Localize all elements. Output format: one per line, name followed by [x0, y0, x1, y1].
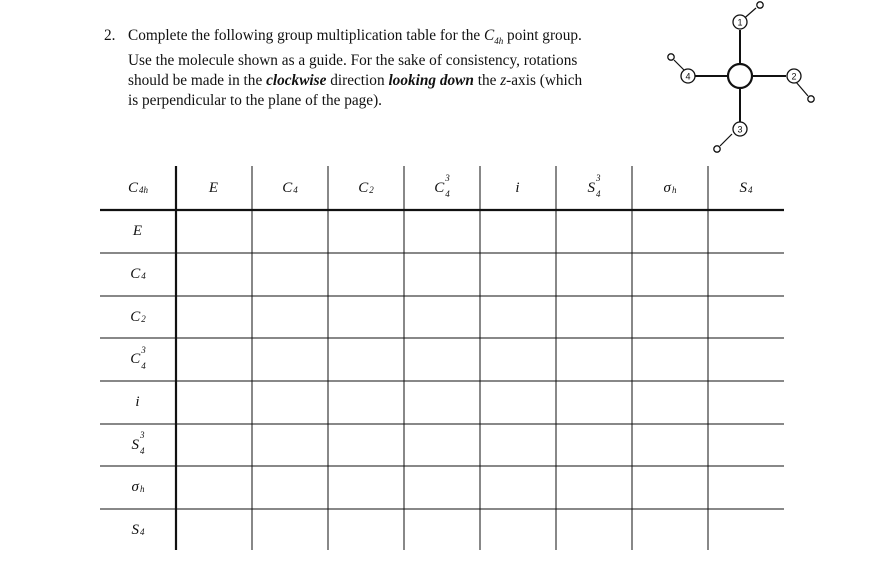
table-answer-cell[interactable] [480, 296, 556, 338]
row-header: E [132, 223, 143, 239]
table-answer-cell[interactable] [252, 424, 328, 466]
table-answer-cell[interactable] [708, 509, 784, 551]
table-answer-cell[interactable] [708, 424, 784, 466]
table-answer-cell[interactable] [708, 338, 784, 381]
table-answer-cell[interactable] [556, 509, 632, 551]
table-answer-cell[interactable] [404, 253, 480, 296]
table-answer-cell[interactable] [632, 338, 708, 381]
row-header: C 3 4 [130, 344, 146, 371]
table-answer-cell[interactable] [252, 338, 328, 381]
table-answer-cell[interactable] [632, 253, 708, 296]
table-answer-cell[interactable] [556, 210, 632, 253]
table-answer-cell[interactable] [404, 296, 480, 338]
ligand-label-1: 1 [737, 17, 743, 28]
table-answer-cell[interactable] [252, 210, 328, 253]
ligand-label-3: 3 [737, 124, 743, 135]
table-answer-cell[interactable] [252, 509, 328, 551]
table-answer-cell[interactable] [252, 466, 328, 509]
table-answer-cell[interactable] [176, 381, 252, 424]
table-answer-cell[interactable] [480, 381, 556, 424]
table-answer-cell[interactable] [328, 509, 404, 551]
table-answer-cell[interactable] [176, 296, 252, 338]
table-answer-cell[interactable] [328, 466, 404, 509]
row-header: C 4 [130, 266, 146, 282]
table-answer-cell[interactable] [328, 253, 404, 296]
table-answer-cell[interactable] [176, 466, 252, 509]
table-answer-cell[interactable] [404, 338, 480, 381]
question-line-1: Complete the following group multiplication table for the $C_{4h}$ point group. [128, 27, 582, 47]
table-answer-cell[interactable] [328, 338, 404, 381]
table-answer-cell[interactable] [176, 210, 252, 253]
table-answer-cell[interactable] [328, 210, 404, 253]
row-header: S 3 4 [131, 430, 145, 456]
table-answer-cell[interactable] [632, 210, 708, 253]
row-header: σ h [131, 479, 145, 495]
table-answer-cell[interactable] [708, 210, 784, 253]
table-answer-cell[interactable] [708, 296, 784, 338]
column-header: S 3 4 [587, 173, 601, 199]
table-answer-cell[interactable] [708, 253, 784, 296]
table-corner-label: C 4h [127, 179, 148, 196]
emphasis-clockwise: clockwise [266, 72, 327, 90]
table-answer-cell[interactable] [252, 253, 328, 296]
table-answer-cell[interactable] [632, 296, 708, 338]
emphasis-looking-down: looking down [388, 72, 474, 90]
table-answer-cell[interactable] [176, 424, 252, 466]
ligand-label-4: 4 [685, 71, 691, 82]
table-answer-cell[interactable] [556, 296, 632, 338]
table-answer-cell[interactable] [480, 466, 556, 509]
table-answer-cell[interactable] [632, 509, 708, 551]
column-header: C 4 [282, 179, 298, 196]
table-answer-cell[interactable] [480, 424, 556, 466]
table-answer-cell[interactable] [328, 296, 404, 338]
table-answer-cell[interactable] [556, 424, 632, 466]
column-header: E [208, 179, 219, 196]
table-answer-cell[interactable] [404, 424, 480, 466]
table-answer-cell[interactable] [176, 338, 252, 381]
column-header: C 2 [358, 179, 374, 196]
table-answer-cell[interactable] [480, 253, 556, 296]
table-answer-cell[interactable] [480, 509, 556, 551]
table-answer-cell[interactable] [252, 381, 328, 424]
table-answer-cell[interactable] [328, 381, 404, 424]
table-answer-cell[interactable] [708, 466, 784, 509]
row-header: C 2 [130, 308, 146, 325]
table-answer-cell[interactable] [708, 381, 784, 424]
table-answer-cell[interactable] [556, 381, 632, 424]
column-header: σ h [663, 179, 677, 196]
row-header: i [135, 394, 140, 410]
column-header: S 4 [739, 179, 753, 196]
table-answer-cell[interactable] [328, 424, 404, 466]
table-answer-cell[interactable] [556, 466, 632, 509]
column-header: C 3 4 [434, 173, 450, 199]
question-line-4: is perpendicular to the plane of the page). [128, 92, 382, 110]
row-header: S 4 [131, 521, 145, 538]
table-answer-cell[interactable] [556, 338, 632, 381]
ligand-label-2: 2 [791, 71, 797, 82]
table-answer-cell[interactable] [632, 381, 708, 424]
table-answer-cell[interactable] [480, 210, 556, 253]
table-answer-cell[interactable] [252, 296, 328, 338]
question-line-3: should be made in the clockwise direction looking down the z-axis (which [128, 72, 583, 90]
column-header: i [515, 179, 520, 196]
question-number: 2. [104, 27, 116, 44]
table-answer-cell[interactable] [632, 466, 708, 509]
table-answer-cell[interactable] [404, 210, 480, 253]
table-answer-cell[interactable] [556, 253, 632, 296]
table-answer-cell[interactable] [404, 509, 480, 551]
table-answer-cell[interactable] [404, 466, 480, 509]
table-answer-cell[interactable] [480, 338, 556, 381]
table-answer-cell[interactable] [632, 424, 708, 466]
table-answer-cell[interactable] [176, 253, 252, 296]
table-answer-cell[interactable] [404, 381, 480, 424]
question-line-2: Use the molecule shown as a guide. For the sake of consistency, rotations [128, 52, 578, 70]
table-answer-cell[interactable] [176, 509, 252, 551]
